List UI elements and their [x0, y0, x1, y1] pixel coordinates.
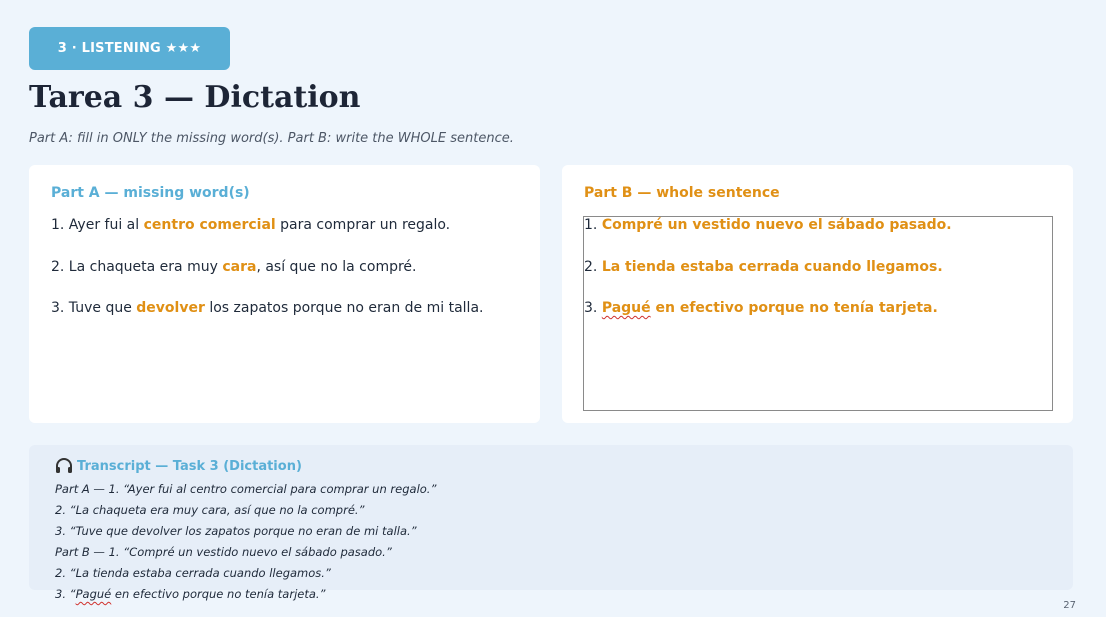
- part-a-item-3: [51, 300, 483, 342]
- answer-number: 2.: [584, 258, 602, 275]
- item-text: 3. Tuve que: [51, 300, 137, 316]
- answer-text: La tienda estaba cerrada cuando llegamos.: [601, 258, 943, 275]
- instructions: Part A: fill in ONLY the missing word(s). Part B: write the WHOLE sentence.: [29, 131, 514, 146]
- transcript-text: en efectivo porque no tenía tarjeta.”: [111, 587, 326, 601]
- transcript-line: Part B — 1. “Compré un vestido nuevo el sábado pasado.”: [55, 545, 392, 559]
- transcript-line: [55, 587, 436, 608]
- part-a-card: [29, 165, 540, 423]
- transcript-title: Transcript — Task 3 (Dictation): [77, 458, 302, 474]
- part-a-heading: Part A — missing word(s): [51, 185, 250, 201]
- item-text: 1. Ayer fui al: [51, 217, 144, 233]
- answer-line-2: [584, 259, 1052, 301]
- section-badge: 3 · LISTENING ★★★: [29, 27, 230, 70]
- headphones-icon: [55, 458, 73, 474]
- spellcheck-flagged-word[interactable]: Pagué: [601, 300, 651, 316]
- item-text: los zapatos porque no eran de mi talla.: [204, 300, 484, 316]
- item-text: 2. La chaqueta era muy: [51, 258, 223, 275]
- transcript-line: 3. “Tuve que devolver los zapatos porque no eran de mi talla.”: [55, 524, 417, 538]
- part-b-heading: Part B — whole sentence: [584, 185, 780, 201]
- missing-word: cara: [222, 258, 257, 275]
- transcript-panel: [29, 445, 1073, 601]
- part-a-list: [51, 217, 483, 342]
- transcript-lines: [55, 482, 436, 608]
- spellcheck-flagged-word[interactable]: Pagué: [75, 587, 112, 601]
- answer-textarea[interactable]: [583, 216, 1053, 411]
- answer-line-3: [584, 300, 1052, 342]
- missing-word: devolver: [136, 300, 205, 316]
- answer-text: Compré un vestido nuevo el sábado pasado.: [601, 217, 952, 233]
- missing-word: centro comercial: [143, 217, 276, 233]
- transcript-heading: [55, 458, 302, 474]
- answer-number: 3.: [584, 300, 602, 316]
- answer-number: 1.: [584, 217, 602, 233]
- page-number: 27: [1063, 600, 1076, 611]
- item-text: , así que no la compré.: [256, 258, 417, 275]
- item-text: para comprar un regalo.: [275, 217, 451, 233]
- part-b-card: [562, 165, 1073, 423]
- transcript-text: 3. “: [55, 587, 76, 601]
- transcript-line: 2. “La tienda estaba cerrada cuando llegamos.”: [55, 566, 331, 580]
- part-a-item-2: [51, 259, 483, 301]
- answer-line-1: [584, 217, 1052, 259]
- page-title: Tarea 3 — Dictation: [29, 80, 361, 115]
- part-a-item-1: [51, 217, 483, 259]
- transcript-line: Part A — 1. “Ayer fui al centro comercial para comprar un regalo.”: [55, 482, 437, 496]
- transcript-line: 2. “La chaqueta era muy cara, así que no la compré.”: [55, 503, 365, 517]
- answer-text: en efectivo porque no tenía tarjeta.: [650, 300, 938, 316]
